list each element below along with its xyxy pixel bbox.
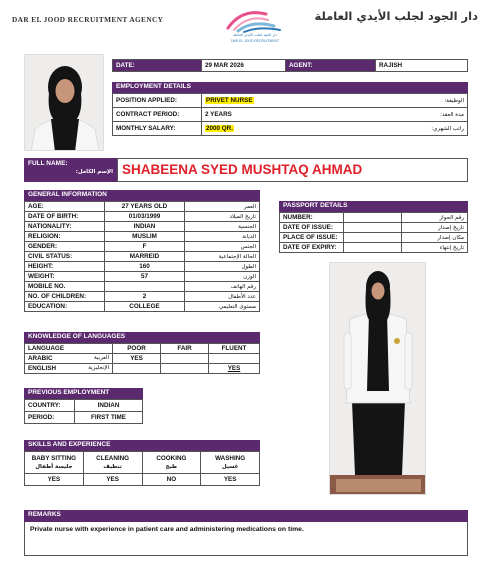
employment-row-salary [113, 122, 468, 136]
full-name-value: SHABEENA SYED MUSHTAQ AHMAD [122, 162, 363, 177]
passport-label-ar: تاريخ إصدار [402, 223, 468, 233]
general-row-religion [25, 232, 260, 242]
previous-row-country [25, 400, 143, 412]
skill-cleaning-en: CLEANING [96, 454, 130, 462]
lang-arabic-fluent [209, 354, 260, 364]
general-label-ar: الحالة الإجتماعية [185, 252, 260, 262]
general-information-table [24, 201, 260, 312]
general-value: F [105, 242, 185, 252]
agency-name-ar: دار الجود لجلب الأيدي العاملة [314, 9, 478, 23]
general-label: GENDER: [25, 242, 105, 252]
full-name-value-box [117, 158, 468, 182]
passport-row-number [280, 213, 468, 223]
general-label: HEIGHT: [25, 262, 105, 272]
lang-english-name-ar: الإنجليزية [88, 365, 109, 371]
skill-col-washing [201, 452, 260, 474]
previous-employment-header: PREVIOUS EMPLOYMENT [24, 388, 143, 399]
skill-washing-value: YES [201, 474, 260, 486]
position-label-ar: الوظيفة: [357, 94, 468, 108]
general-value [105, 282, 185, 292]
salary-label: MONTHLY SALARY: [113, 122, 202, 136]
skills-header: SKILLS AND EXPERIENCE [24, 440, 260, 451]
general-label: AGE: [25, 202, 105, 212]
languages-header-row [25, 344, 260, 354]
salary-label-ar: راتب الشهري: [357, 122, 468, 136]
previous-country-value: INDIAN [75, 400, 143, 412]
lang-english-fluent: YES [209, 364, 260, 374]
general-label: EDUCATION: [25, 302, 105, 312]
skill-cleaning-ar: تنظيف [103, 463, 122, 470]
passport-label-ar: تاريخ إنتهاء [402, 243, 468, 253]
date-label: DATE: [113, 60, 202, 72]
remarks-header: REMARKS [24, 510, 468, 522]
passport-value [344, 233, 402, 243]
remarks-text: Private nurse with experience in patient care and administering medications on time. [24, 522, 468, 556]
skill-col-cleaning [83, 452, 142, 474]
position-value: PRIVET NURSE [206, 97, 253, 104]
general-label: CIVIL STATUS: [25, 252, 105, 262]
passport-label: NUMBER: [280, 213, 344, 223]
logo-text-en: DAR EL JOOD RECRUITMENT [230, 39, 280, 43]
general-row-mobile-no [25, 282, 260, 292]
lang-col-fluent: FLUENT [209, 344, 260, 354]
passport-label-ar: رقم الجواز [402, 213, 468, 223]
skills-section [24, 440, 260, 486]
general-row-civil-status [25, 252, 260, 262]
general-row-gender [25, 242, 260, 252]
skills-values-row [25, 474, 260, 486]
skill-washing-ar: غسيل [221, 463, 239, 470]
general-value: 01/03/1999 [105, 212, 185, 222]
general-row-date-of-birth [25, 212, 260, 222]
general-value: 27 YEARS OLD [105, 202, 185, 212]
passport-value [344, 223, 402, 233]
general-row-height [25, 262, 260, 272]
applicant-photo-full-body [329, 262, 426, 495]
languages-header: KNOWLEDGE OF LANGUAGES [24, 332, 260, 343]
passport-label-ar: مكان إصدار [402, 233, 468, 243]
date-value: 29 MAR 2026 [202, 60, 286, 72]
general-label: DATE OF BIRTH: [25, 212, 105, 222]
general-label: NO. OF CHILDREN: [25, 292, 105, 302]
general-label-ar: عدد الأطفال [185, 292, 260, 302]
language-row-english [25, 364, 260, 374]
lang-english-fair [161, 364, 209, 374]
lang-col-fair: FAIR [161, 344, 209, 354]
general-label-ar: العمر [185, 202, 260, 212]
applicant-photo-portrait [24, 54, 104, 151]
general-information-section [24, 190, 260, 312]
agency-logo [222, 6, 288, 50]
general-label: WEIGHT: [25, 272, 105, 282]
previous-employment-section [24, 388, 143, 424]
passport-value [344, 243, 402, 253]
general-row-age [25, 202, 260, 212]
agency-name-en: DAR EL JOOD RECRUITMENT AGENCY [12, 15, 164, 24]
previous-period-label: PERIOD: [25, 412, 75, 424]
general-row-education [25, 302, 260, 312]
salary-value: 2000 QR. [206, 125, 233, 132]
general-value: MARREID [105, 252, 185, 262]
languages-section [24, 332, 260, 374]
general-label-ar: الجنسية [185, 222, 260, 232]
full-name-label-box [24, 158, 117, 182]
passport-label: PLACE OF ISSUE: [280, 233, 344, 243]
general-label-ar: مستوى التعليمي [185, 302, 260, 312]
lang-col-language: LANGUAGE [25, 344, 113, 354]
lang-english-name: ENGLISH [28, 365, 56, 372]
lang-arabic-fair [161, 354, 209, 364]
general-row-weight [25, 272, 260, 282]
language-row-arabic [25, 354, 260, 364]
passport-row-date-of-expiry [280, 243, 468, 253]
general-label-ar: رقم الهاتف [185, 282, 260, 292]
general-value: COLLEGE [105, 302, 185, 312]
skills-header-row [25, 452, 260, 474]
skill-baby-sitting-ar: جليسة أطفال [35, 463, 73, 470]
top-details-block [112, 59, 468, 136]
previous-row-period [25, 412, 143, 424]
languages-table [24, 343, 260, 374]
lang-arabic-name: ARABIC [28, 355, 53, 362]
skill-baby-sitting-value: YES [25, 474, 84, 486]
lang-arabic-poor: YES [113, 354, 161, 364]
previous-country-label: COUNTRY: [25, 400, 75, 412]
contract-label-ar: مدة العقد: [357, 108, 468, 122]
employment-details-header: EMPLOYMENT DETAILS [112, 82, 468, 93]
skill-cleaning-value: YES [83, 474, 142, 486]
employment-row-contract [113, 108, 468, 122]
general-value: 2 [105, 292, 185, 302]
general-label-ar: الطول [185, 262, 260, 272]
skill-cooking-value: NO [142, 474, 201, 486]
passport-label: DATE OF EXPIRY: [280, 243, 344, 253]
previous-period-value: FIRST TIME [75, 412, 143, 424]
full-name-label-ar: الإسم الكامل: [75, 169, 113, 175]
general-row-nationality [25, 222, 260, 232]
general-value: 160 [105, 262, 185, 272]
general-label: NATIONALITY: [25, 222, 105, 232]
general-row-no-of-children [25, 292, 260, 302]
lang-arabic-name-ar: العربية [93, 355, 109, 361]
position-label: POSITION APPLIED: [113, 94, 202, 108]
skill-col-cooking [142, 452, 201, 474]
general-label-ar: الديانة [185, 232, 260, 242]
general-label: RELIGION: [25, 232, 105, 242]
full-name-label: FULL NAME: [28, 160, 68, 167]
contract-value: 2 YEARS [202, 108, 357, 122]
general-value: 57 [105, 272, 185, 282]
passport-row-place-of-issue [280, 233, 468, 243]
skill-cooking-ar: طبخ [165, 463, 178, 470]
skill-baby-sitting-en: BABY SITTING [31, 454, 77, 462]
employment-table [112, 93, 468, 136]
previous-employment-table [24, 399, 143, 424]
passport-table [279, 212, 468, 253]
passport-row-date-of-issue [280, 223, 468, 233]
passport-details-header: PASSPORT DETAILS [279, 201, 468, 212]
skill-washing-en: WASHING [215, 454, 246, 462]
general-information-header: GENERAL INFORMATION [24, 190, 260, 201]
general-label-ar: الجنس [185, 242, 260, 252]
remarks-section [24, 510, 468, 556]
agent-label: AGENT: [286, 60, 376, 72]
general-value: INDIAN [105, 222, 185, 232]
skill-cooking-en: COOKING [156, 454, 187, 462]
employment-row-position [113, 94, 468, 108]
passport-label: DATE OF ISSUE: [280, 223, 344, 233]
general-value: MUSLIM [105, 232, 185, 242]
date-agent-table [112, 59, 468, 72]
skill-col-baby-sitting [25, 452, 84, 474]
skills-table [24, 451, 260, 486]
lang-col-poor: POOR [113, 344, 161, 354]
general-label-ar: الوزن [185, 272, 260, 282]
agent-value: RAJISH [376, 60, 468, 72]
contract-label: CONTRACT PERIOD: [113, 108, 202, 122]
general-label: MOBILE NO. [25, 282, 105, 292]
passport-value [344, 213, 402, 223]
lang-english-poor [113, 364, 161, 374]
passport-section [279, 201, 468, 253]
logo-text-ar: دار الجود لجلب الأيدي العاملة [233, 33, 277, 37]
general-label-ar: تاريخ الميلاد [185, 212, 260, 222]
